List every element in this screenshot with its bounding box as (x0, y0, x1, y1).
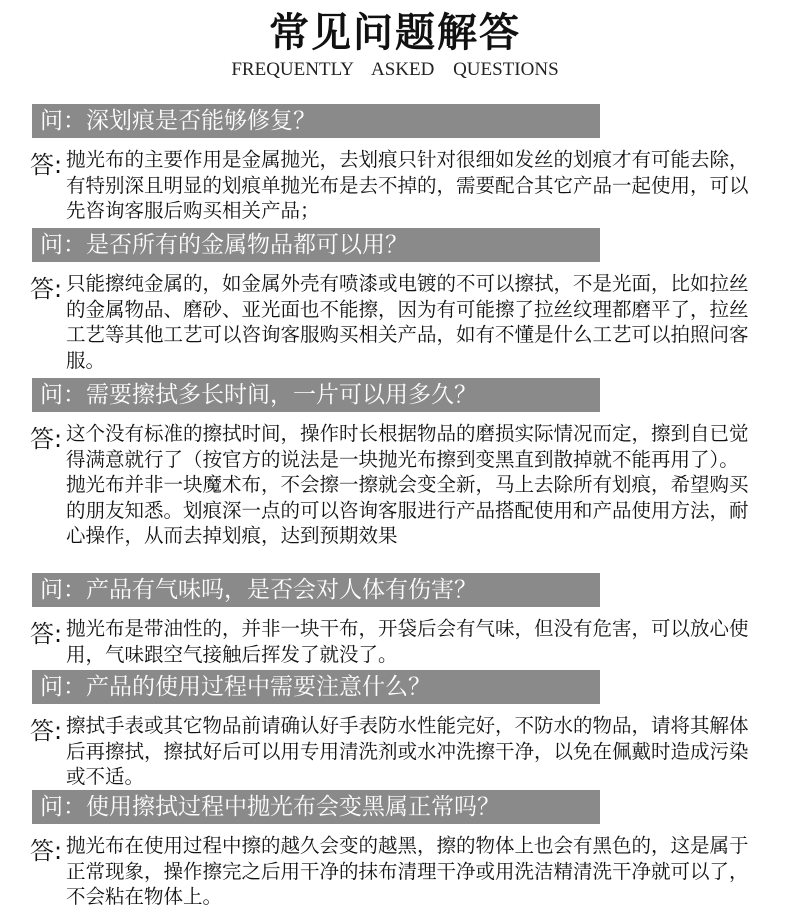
answer-paragraph: 擦拭手表或其它物品前请确认好手表防水性能完好，不防水的物品，请将其解体后再擦拭，擦拭好后可以用专用清洗剂或水冲洗擦干净，以免在佩戴时造成污染或不适。 (66, 714, 749, 788)
question-text: 问：深划痕是否能够修复？ (40, 108, 316, 134)
question-text: 问：产品的使用过程中需要注意什么？ (40, 674, 431, 700)
answer-text (66, 616, 756, 667)
answer-text (66, 833, 756, 910)
answer-mark: 答: (30, 837, 63, 865)
answer-mark: 答: (30, 425, 63, 453)
answer-text (66, 271, 756, 373)
answer-paragraph: 抛光布并非一块魔术布，不会擦一擦就会变全新，马上去除所有划痕，希望购买的朋友知悉。划痕深一点的可以咨询客服进行产品搭配使用和产品使用方法，耐心操作，从而去掉划痕，达到预期效果 (66, 473, 749, 547)
question-text: 问：是否所有的金属物品都可以用？ (40, 232, 408, 258)
answer-paragraph: 抛光布的主要作用是金属抛光，去划痕只针对很细如发丝的划痕才有可能去除，有特别深且明显的划痕单抛光布是去不掉的，需要配合其它产品一起使用，可以先咨询客服后购买相关产品； (66, 148, 749, 222)
answer-mark: 答: (30, 620, 63, 648)
answer-text (66, 421, 756, 549)
page-subtitle: FREQUENTLY ASKED QUESTIONS (231, 59, 559, 80)
question-text: 问：产品有气味吗，是否会对人体有伤害？ (40, 577, 477, 603)
question-text: 问：使用擦拭过程中抛光布会变黑属正常吗？ (40, 794, 500, 820)
answer-mark: 答: (30, 717, 63, 745)
page-title: 常见问题解答 (269, 10, 521, 56)
answer-text (66, 713, 756, 790)
answer-paragraph: 这个没有标准的擦拭时间，操作时长根据物品的磨损实际情况而定，擦到自已觉得满意就行了（按官方的说法是一块抛光布擦到变黑直到散掉就不能再用了）。 (66, 422, 749, 471)
page-header (0, 0, 790, 92)
answer-paragraph: 抛光布在使用过程中擦的越久会变的越黑，擦的物体上也会有黑色的，这是属于正常现象，操作擦完之后用干净的抹布清理干净或用洗洁精清洗干净就可以了，不会粘在物体上。 (66, 834, 749, 908)
answer-paragraph: 抛光布是带油性的，并非一块干布，开袋后会有气味，但没有危害，可以放心使用，气味跟空气接触后挥发了就没了。 (66, 617, 749, 666)
answer-text (66, 147, 756, 224)
answer-mark: 答: (30, 151, 63, 179)
answer-paragraph: 只能擦纯金属的，如金属外壳有喷漆或电镀的不可以擦拭，不是光面，比如拉丝的金属物品、磨砂、亚光面也不能擦，因为有可能擦了拉丝纹理都磨平了，拉丝工艺等其他工艺可以咨询客服购买相关产品，如有不懂是什么工艺可以拍照问客服。 (66, 272, 749, 372)
answer-mark: 答: (30, 275, 63, 303)
question-text: 问：需要擦拭多长时间，一片可以用多久？ (40, 382, 477, 408)
